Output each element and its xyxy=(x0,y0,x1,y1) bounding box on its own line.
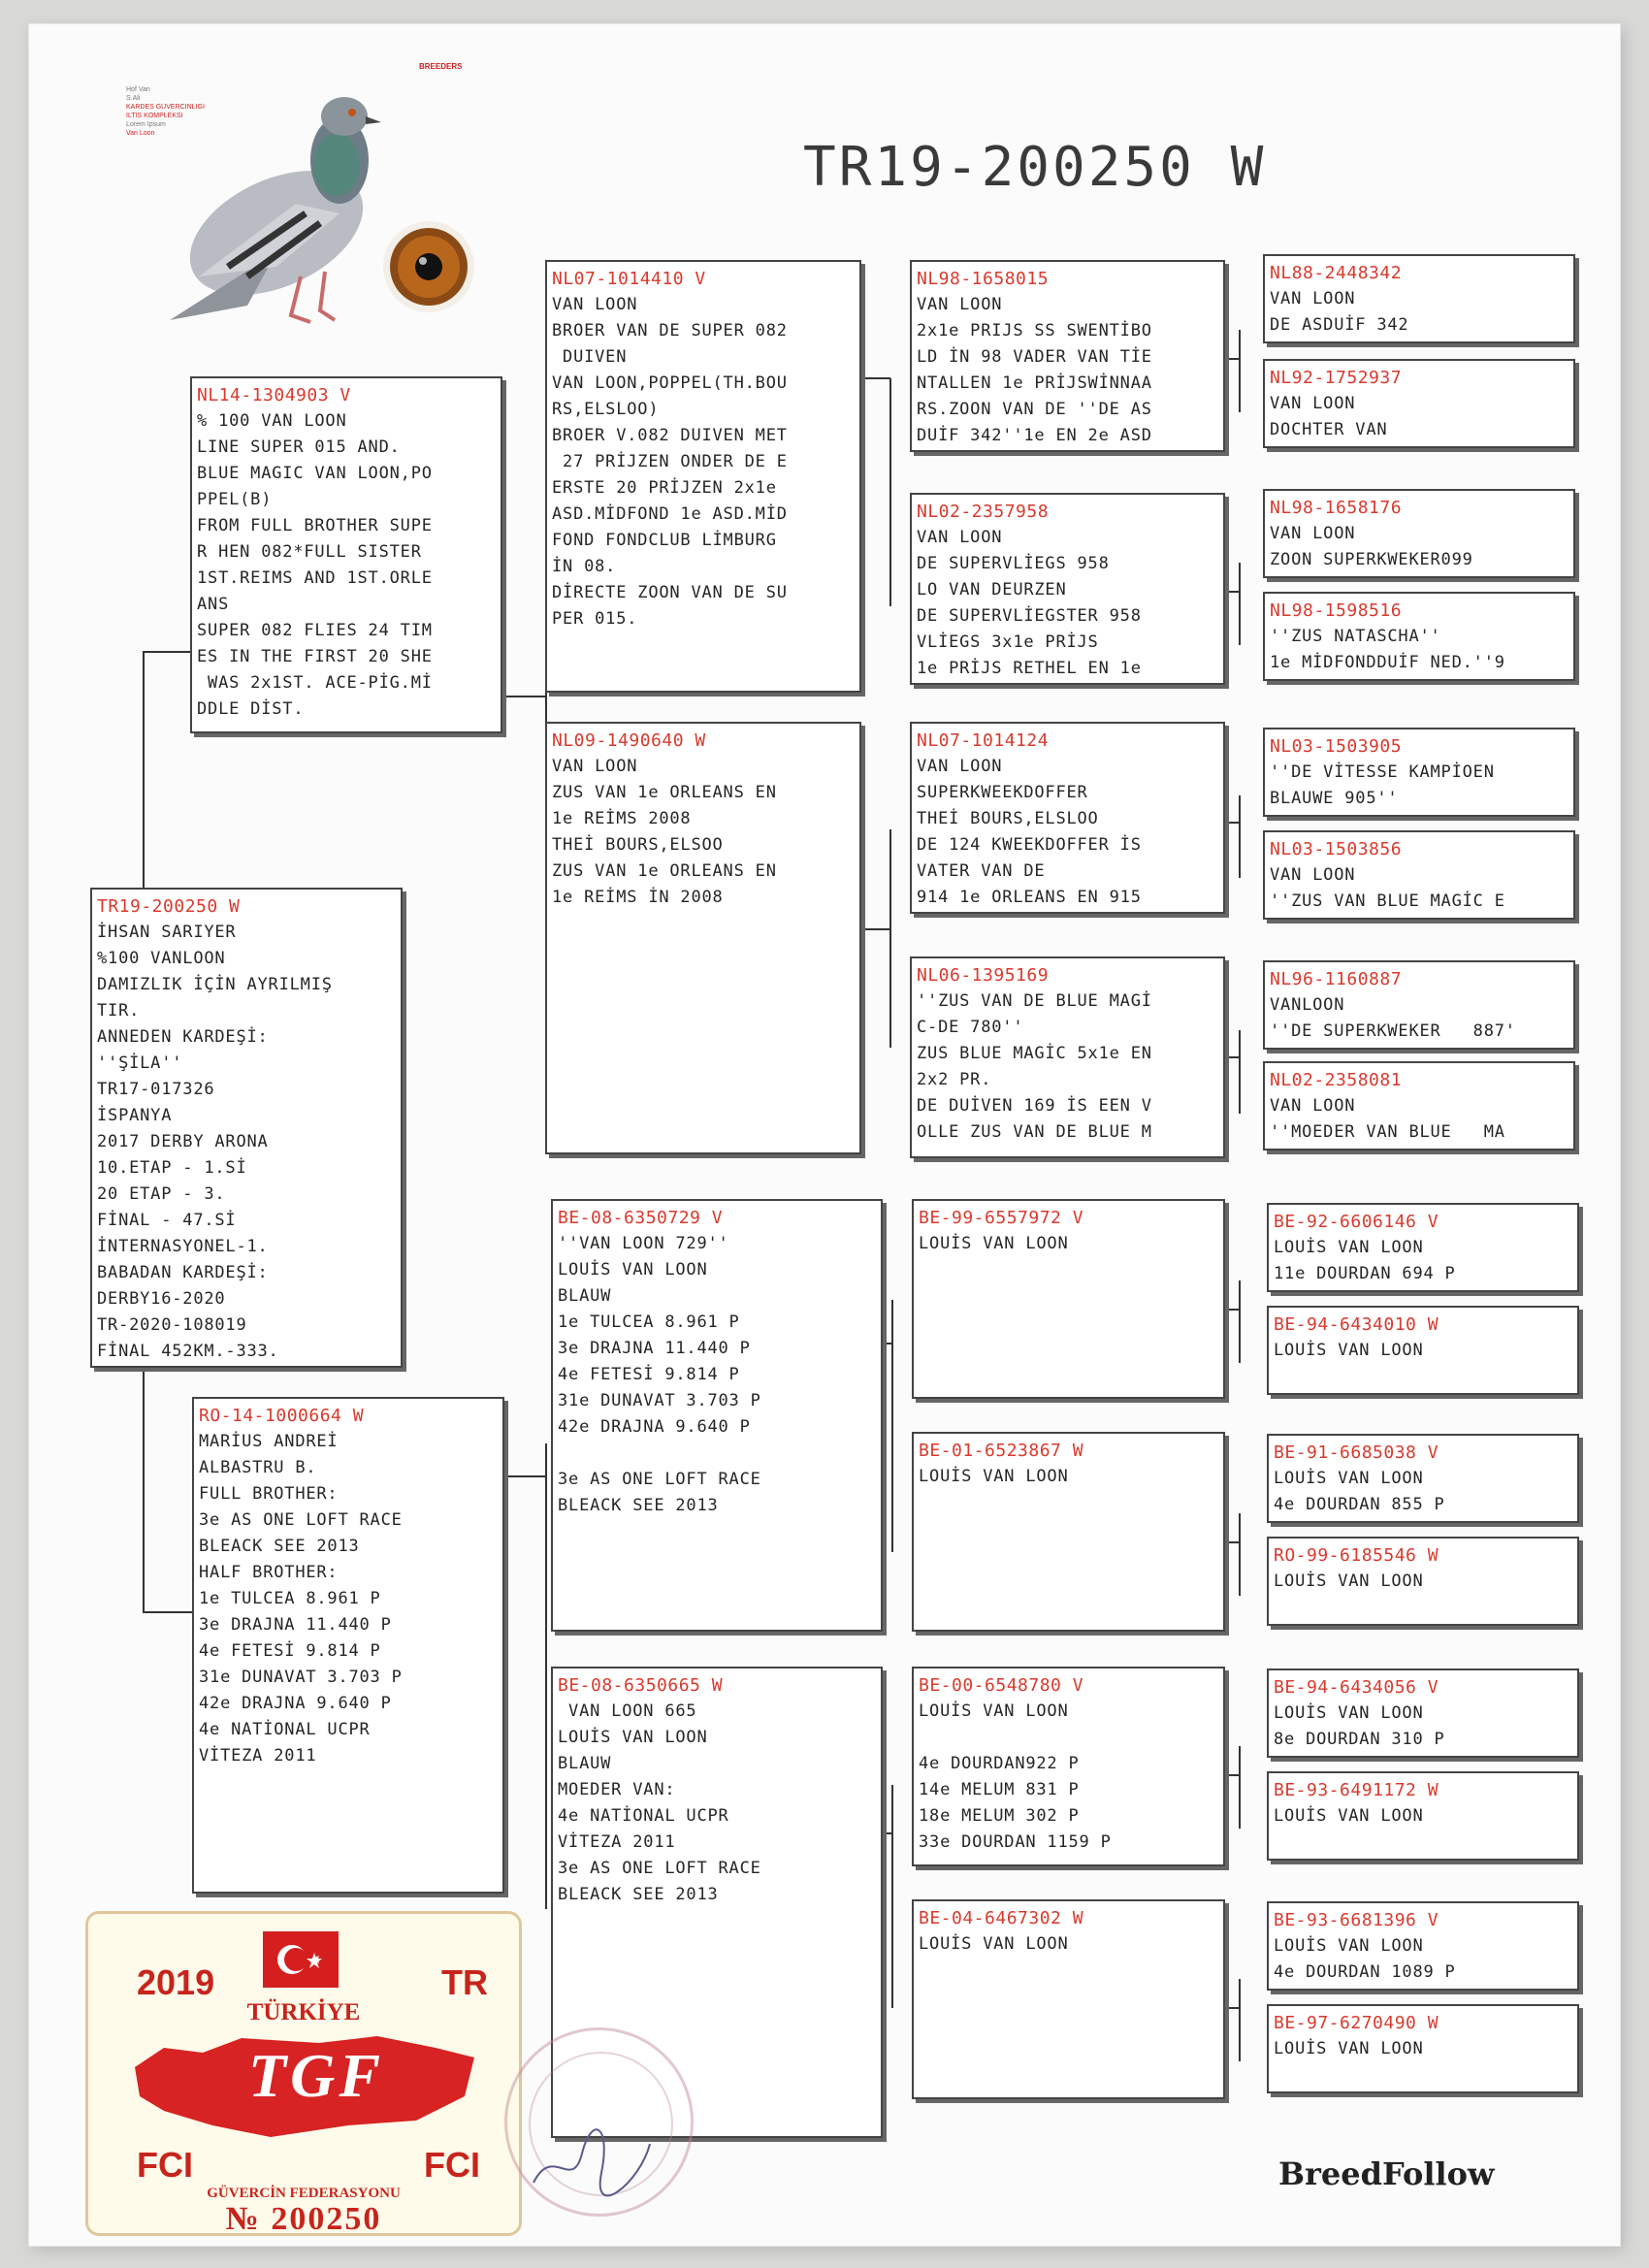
pedigree-card-g13 xyxy=(1267,1669,1579,1758)
card-line: LOUİS VAN LOON xyxy=(1274,1238,1424,1257)
pedigree-card-ssd xyxy=(910,493,1225,685)
card-line: RS.ZOON VAN DE ''DE AS xyxy=(917,400,1152,419)
card-line: İNTERNASYONEL-1. xyxy=(97,1237,269,1256)
card-line: 31e DUNAVAT 3.703 P xyxy=(558,1391,761,1410)
card-line: VAN LOON xyxy=(917,757,1003,776)
card-line: VİTEZA 2011 xyxy=(558,1832,676,1852)
card-line: HALF BROTHER: xyxy=(199,1563,339,1582)
card-line: ALBASTRU B. xyxy=(199,1458,317,1477)
ring-number: RO-14-1000664 W xyxy=(199,1406,365,1426)
federation-name: GÜVERCİN FEDERASYONU xyxy=(207,2186,401,2201)
card-line: İHSAN SARIYER xyxy=(97,923,237,942)
card-line: LOUİS VAN LOON xyxy=(919,1467,1069,1486)
pedigree-card-g12 xyxy=(1267,1537,1579,1626)
card-line: 2017 DERBY ARONA xyxy=(97,1132,269,1151)
card-line: % 100 VAN LOON xyxy=(197,411,347,431)
card-line: LOUİS VAN LOON xyxy=(919,1934,1069,1954)
card-line: 4e FETESİ 9.814 P xyxy=(558,1365,740,1384)
card-line: BROER V.082 DUIVEN MET xyxy=(552,426,788,445)
card-line: DE 124 KWEEKDOFFER İS xyxy=(917,835,1142,855)
card-line: 4e DOURDAN 1089 P xyxy=(1274,1962,1456,1982)
pedigree-card-g11 xyxy=(1267,1434,1579,1523)
card-line: LO VAN DEURZEN xyxy=(917,580,1067,599)
card-line: 1e TULCEA 8.961 P xyxy=(199,1589,381,1608)
ring-number: NL06-1395169 xyxy=(917,965,1050,986)
page-title: TR19-200250 W xyxy=(803,136,1267,199)
card-line: LOUİS VAN LOON xyxy=(1274,1341,1424,1360)
card-line: BLEACK SEE 2013 xyxy=(199,1537,360,1556)
ring-number: BE-97-6270490 W xyxy=(1274,2013,1439,2033)
card-line: ES IN THE FIRST 20 SHE xyxy=(197,647,433,666)
card-line: ANNEDEN KARDEŞİ: xyxy=(97,1027,269,1047)
card-line: VİTEZA 2011 xyxy=(199,1746,317,1766)
card-line: 33e DOURDAN 1159 P xyxy=(919,1832,1112,1852)
card-line: LINE SUPER 015 AND. xyxy=(197,437,401,457)
card-line: VAN LOON xyxy=(1270,289,1356,308)
card-line: 1e REİMS 2008 xyxy=(552,809,692,828)
card-line: R HEN 082*FULL SISTER xyxy=(197,542,422,562)
card-line: VAN LOON xyxy=(552,757,638,776)
card-line: FOND FONDCLUB LİMBURG xyxy=(552,531,777,550)
ring-number: NL03-1503905 xyxy=(1270,736,1403,757)
ring-year: 2019 xyxy=(137,1962,215,2002)
card-line: 42e DRAJNA 9.640 P xyxy=(558,1417,751,1437)
card-line: DDLE DİST. xyxy=(197,699,305,719)
ring-number: BE-08-6350729 V xyxy=(558,1208,724,1228)
fci-right: FCI xyxy=(424,2145,480,2185)
pedigree-card-g3 xyxy=(1263,489,1575,578)
card-line: ''MOEDER VAN BLUE MA xyxy=(1270,1122,1505,1142)
card-line: C-DE 780'' xyxy=(917,1018,1024,1037)
card-line: LOUİS VAN LOON xyxy=(919,1701,1069,1721)
card-line: DE ASDUİF 342 xyxy=(1270,315,1409,335)
card-line: THEİ BOURS,ELSLOO xyxy=(917,809,1099,828)
card-line: SUPER 082 FLIES 24 TIM xyxy=(197,621,433,640)
card-line: LD İN 98 VADER VAN TİE xyxy=(917,347,1152,367)
card-line: RS,ELSLOO) xyxy=(552,400,660,419)
card-line: ''ŞİLA'' xyxy=(97,1053,183,1073)
card-line: ''DE SUPERKWEKER 887' xyxy=(1270,1021,1516,1041)
card-line: VAN LOON xyxy=(917,295,1003,314)
pedigree-card-dss xyxy=(912,1199,1225,1399)
card-line: 18e MELUM 302 P xyxy=(919,1806,1080,1826)
logo-line: Hof Van xyxy=(126,86,150,93)
logo-line: Lorem Ipsum xyxy=(126,121,166,128)
ring-number: NL98-1658176 xyxy=(1270,498,1403,518)
card-line: 20 ETAP - 3. xyxy=(97,1184,226,1204)
card-line xyxy=(558,1441,876,1467)
card-line: DE DUİVEN 169 İS EEN V xyxy=(917,1096,1152,1116)
card-line: ZOON SUPERKWEKER099 xyxy=(1270,550,1473,569)
card-line: ANS xyxy=(197,595,230,614)
ring-number: BE-01-6523867 W xyxy=(919,1441,1084,1461)
card-line: LOUİS VAN LOON xyxy=(919,1234,1069,1253)
card-line: 10.ETAP - 1.Sİ xyxy=(97,1158,247,1178)
card-line: %100 VANLOON xyxy=(97,949,226,968)
card-line: BLAUWE 905'' xyxy=(1270,789,1399,808)
ring-org: TGF xyxy=(248,2041,384,2110)
pedigree-card-g7 xyxy=(1263,960,1575,1050)
card-line: ZUS VAN 1e ORLEANS EN xyxy=(552,861,777,881)
card-line: PER 015. xyxy=(552,609,638,629)
card-line: DİRECTE ZOON VAN DE SU xyxy=(552,583,788,602)
card-line: BABADAN KARDEŞİ: xyxy=(97,1263,269,1282)
signature xyxy=(524,2115,660,2202)
logo-line: KARDES GUVERCINLIGI xyxy=(126,104,205,111)
card-line: MARİUS ANDREİ xyxy=(199,1432,339,1451)
ring-number: NL02-2357958 xyxy=(917,502,1050,522)
logo-line: Van Loon xyxy=(126,130,155,137)
pedigree-card-g9 xyxy=(1267,1203,1579,1292)
pedigree-card-dds xyxy=(912,1667,1225,1866)
card-line: VATER VAN DE xyxy=(917,861,1046,881)
card-line: DOCHTER VAN xyxy=(1270,420,1388,439)
card-line: FROM FULL BROTHER SUPE xyxy=(197,516,433,535)
card-line: 3e DRAJNA 11.440 P xyxy=(558,1339,751,1358)
pedigree-card-ds xyxy=(551,1199,883,1632)
card-line: OLLE ZUS VAN DE BLUE M xyxy=(917,1122,1152,1142)
ring-number: BE-93-6491172 W xyxy=(1274,1780,1439,1800)
ring-number: NL88-2448342 xyxy=(1270,263,1403,283)
breeder-logo xyxy=(126,85,242,138)
pedigree-card-g5 xyxy=(1263,728,1575,817)
card-line: LOUİS VAN LOON xyxy=(1274,1469,1424,1488)
card-line: BLUE MAGIC VAN LOON,PO xyxy=(197,464,433,483)
ring-number: № 200250 xyxy=(225,2201,382,2237)
ring-number: BE-92-6606146 V xyxy=(1274,1212,1439,1232)
ring-number: NL07-1014410 V xyxy=(552,269,706,289)
pedigree-card-dsd xyxy=(912,1432,1225,1632)
ring-number: NL98-1658015 xyxy=(917,269,1050,289)
card-line: BLEACK SEE 2013 xyxy=(558,1885,719,1904)
card-line: VAN LOON 665 xyxy=(558,1701,697,1721)
card-line: DAMIZLIK İÇİN AYRILMIŞ xyxy=(97,975,333,994)
card-line: VAN LOON xyxy=(1270,1096,1356,1116)
ring-number: NL14-1304903 V xyxy=(197,385,351,405)
logo-line: S.Ali xyxy=(126,95,141,102)
pedigree-card-ddd xyxy=(912,1899,1225,2099)
card-line: ''DE VİTESSE KAMPİOEN xyxy=(1270,762,1495,782)
card-line: LOUİS VAN LOON xyxy=(1274,1936,1424,1956)
pedigree-card-sire xyxy=(190,376,502,733)
tgf-ring-card xyxy=(85,1911,522,2236)
card-line: 4e NATİONAL UCPR xyxy=(199,1720,371,1739)
ring-number: NL98-1598516 xyxy=(1270,600,1403,621)
card-line: LOUİS VAN LOON xyxy=(1274,1806,1424,1826)
pedigree-card-ss xyxy=(545,260,861,693)
ring-number: BE-99-6557972 V xyxy=(919,1208,1084,1228)
card-line: ''VAN LOON 729'' xyxy=(558,1234,729,1253)
card-line: VAN LOON xyxy=(917,528,1003,547)
card-line: İSPANYA xyxy=(97,1106,173,1125)
pedigree-card-sds xyxy=(910,722,1225,914)
card-line xyxy=(919,1725,1218,1751)
pedigree-card-g1 xyxy=(1263,254,1575,343)
card-line: ''ZUS NATASCHA'' xyxy=(1270,627,1441,646)
logo-line: ILTIS KOMPLEKSI xyxy=(126,113,183,119)
card-line: THEİ BOURS,ELSOO xyxy=(552,835,724,855)
card-line: 31e DUNAVAT 3.703 P xyxy=(199,1668,403,1687)
card-line: WAS 2x1ST. ACE-PİG.Mİ xyxy=(197,673,433,693)
card-line: 11e DOURDAN 694 P xyxy=(1274,1264,1456,1283)
pedigree-card-subject xyxy=(90,888,403,1368)
card-line: ZUS BLUE MAGİC 5x1e EN xyxy=(917,1044,1152,1063)
pedigree-card-dam xyxy=(192,1397,504,1894)
card-line: 4e DOURDAN 855 P xyxy=(1274,1495,1445,1514)
card-line: DE SUPERVLİEGSTER 958 xyxy=(917,606,1142,626)
card-line: 1e PRİJS RETHEL EN 1e xyxy=(917,659,1142,678)
card-line: LOUİS VAN LOON xyxy=(558,1728,708,1747)
card-line: PPEL(B) xyxy=(197,490,273,509)
card-line: 3e AS ONE LOFT RACE xyxy=(558,1470,761,1489)
card-line: BLAUW xyxy=(558,1754,612,1773)
card-line: TIR. xyxy=(97,1001,141,1021)
card-line: LOUİS VAN LOON xyxy=(558,1260,708,1280)
card-line: 1e MİDFONDDUİF NED.''9 xyxy=(1270,653,1505,672)
card-line: DUIVEN xyxy=(552,347,628,367)
card-line: ASD.MİDFOND 1e ASD.MİD xyxy=(552,504,788,524)
ring-number: BE-08-6350665 W xyxy=(558,1675,724,1696)
card-line: TR17-017326 xyxy=(97,1080,215,1099)
card-line: 3e AS ONE LOFT RACE xyxy=(558,1859,761,1878)
card-line: İN 08. xyxy=(552,557,617,576)
card-line: VAN LOON xyxy=(552,295,638,314)
card-line: 1e TULCEA 8.961 P xyxy=(558,1312,740,1332)
card-line: SUPERKWEEKDOFFER xyxy=(917,783,1088,802)
ring-number: BE-91-6685038 V xyxy=(1274,1442,1439,1463)
pedigree-card-g16 xyxy=(1267,2004,1579,2093)
card-line: 3e AS ONE LOFT RACE xyxy=(199,1510,403,1530)
card-line: DERBY16-2020 xyxy=(97,1289,226,1309)
ring-number: NL09-1490640 W xyxy=(552,730,706,751)
card-line: DUİF 342''1e EN 2e ASD xyxy=(917,426,1152,445)
card-line: 14e MELUM 831 P xyxy=(919,1780,1080,1799)
card-line: 1ST.REIMS AND 1ST.ORLE xyxy=(197,568,433,588)
ring-number: NL96-1160887 xyxy=(1270,969,1403,989)
ring-number: NL92-1752937 xyxy=(1270,368,1403,388)
card-line: 2x1e PRIJS SS SWENTİBO xyxy=(917,321,1152,340)
card-line: 914 1e ORLEANS EN 915 xyxy=(917,888,1142,907)
ring-number: BE-93-6681396 V xyxy=(1274,1910,1439,1930)
ring-number: TR19-200250 W xyxy=(97,896,241,917)
card-line: LOUİS VAN LOON xyxy=(1274,1703,1424,1723)
pedigree-card-g8 xyxy=(1263,1061,1575,1150)
top-mark: BREEDERS xyxy=(419,62,463,71)
fci-left: FCI xyxy=(137,2145,193,2185)
card-line: TR-2020-108019 xyxy=(97,1315,247,1335)
card-line: VANLOON xyxy=(1270,995,1345,1015)
card-line: ZUS VAN 1e ORLEANS EN xyxy=(552,783,777,802)
ring-country: TÜRKİYE xyxy=(246,1999,361,2025)
ring-number: BE-94-6434010 W xyxy=(1274,1314,1439,1335)
pedigree-card-g4 xyxy=(1263,592,1575,681)
card-line: BLEACK SEE 2013 xyxy=(558,1496,719,1515)
card-line: NTALLEN 1e PRİJSWİNNAA xyxy=(917,373,1152,393)
card-line: 27 PRİJZEN ONDER DE E xyxy=(552,452,788,471)
card-line: LOUİS VAN LOON xyxy=(1274,2039,1424,2058)
card-line: ''ZUS VAN BLUE MAGİC E xyxy=(1270,891,1505,911)
ring-number: BE-00-6548780 V xyxy=(919,1675,1084,1696)
card-line: 4e DOURDAN922 P xyxy=(919,1754,1080,1773)
card-line: 1e REİMS İN 2008 xyxy=(552,888,724,907)
pedigree-card-g14 xyxy=(1267,1771,1579,1861)
card-line: 4e FETESİ 9.814 P xyxy=(199,1641,381,1661)
card-line: 3e DRAJNA 11.440 P xyxy=(199,1615,392,1635)
card-line: VAN LOON xyxy=(1270,865,1356,885)
pedigree-card-sss xyxy=(910,260,1225,452)
card-line: ERSTE 20 PRİJZEN 2x1e xyxy=(552,478,777,498)
turkey-flag-icon xyxy=(263,1931,339,1988)
pedigree-card-g10 xyxy=(1267,1306,1579,1395)
brand-watermark: BreedFollow xyxy=(1278,2155,1495,2192)
card-line: FULL BROTHER: xyxy=(199,1484,339,1504)
card-line: FİNAL - 47.Sİ xyxy=(97,1211,237,1230)
ring-number: NL07-1014124 xyxy=(917,730,1050,751)
pedigree-card-g6 xyxy=(1263,830,1575,920)
card-line: LOUİS VAN LOON xyxy=(1274,1571,1424,1591)
card-line: VAN LOON xyxy=(1270,524,1356,543)
card-line: MOEDER VAN: xyxy=(558,1780,676,1799)
pedigree-card-g15 xyxy=(1267,1901,1579,1991)
card-line: VAN LOON,POPPEL(TH.BOU xyxy=(552,373,788,393)
ring-number: NL03-1503856 xyxy=(1270,839,1403,859)
card-line: VLİEGS 3x1e PRİJS xyxy=(917,632,1099,652)
ring-number: BE-04-6467302 W xyxy=(919,1908,1084,1928)
pedigree-card-sdd xyxy=(910,956,1225,1158)
card-line: BLAUW xyxy=(558,1286,612,1306)
card-line: VAN LOON xyxy=(1270,394,1356,413)
card-line: FİNAL 452KM.-333. xyxy=(97,1342,279,1361)
pedigree-card-g2 xyxy=(1263,359,1575,448)
ring-number: RO-99-6185546 W xyxy=(1274,1545,1439,1566)
card-line: 2x2 PR. xyxy=(917,1070,992,1089)
card-line: 4e NATİONAL UCPR xyxy=(558,1806,729,1826)
pedigree-card-sd xyxy=(545,722,861,1154)
ring-number: BE-94-6434056 V xyxy=(1274,1677,1439,1698)
pigeon-eye-image xyxy=(380,218,477,315)
card-line: DE SUPERVLİEGS 958 xyxy=(917,554,1110,573)
ring-country-code: TR xyxy=(441,1962,488,2002)
card-line: 42e DRAJNA 9.640 P xyxy=(199,1694,392,1713)
card-line: 8e DOURDAN 310 P xyxy=(1274,1730,1445,1749)
card-line: BROER VAN DE SUPER 082 xyxy=(552,321,788,340)
card-line: ''ZUS VAN DE BLUE MAGİ xyxy=(917,991,1152,1011)
ring-number: NL02-2358081 xyxy=(1270,1070,1403,1090)
